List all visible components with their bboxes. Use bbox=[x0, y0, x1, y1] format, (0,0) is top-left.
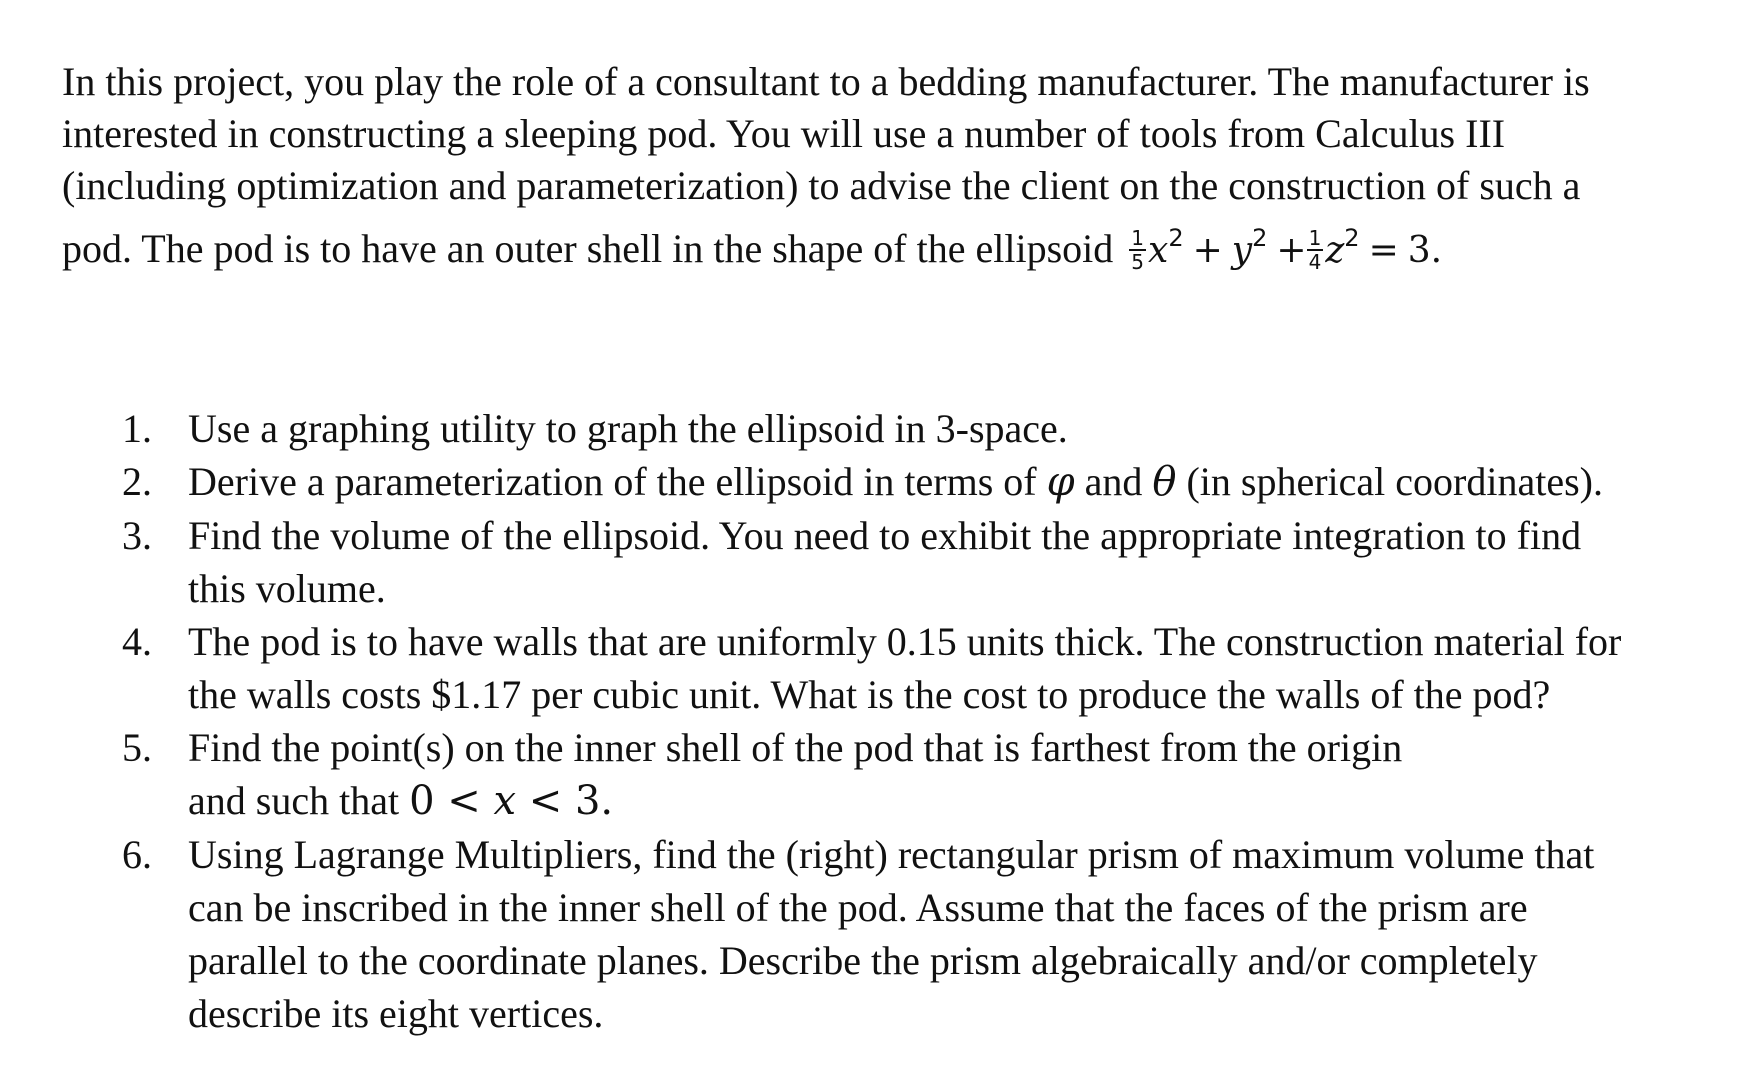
task-line: The pod is to have walls that are uniformly 0.15 units thick. The construction material for bbox=[188, 619, 1622, 664]
task-line bbox=[188, 455, 1742, 509]
exponent: 2 bbox=[1252, 224, 1268, 252]
task-text bbox=[188, 509, 1742, 615]
intro-line: interested in constructing a sleeping pod. You will use a number of tools from Calculus III bbox=[62, 111, 1506, 156]
task-text bbox=[188, 455, 1742, 509]
intro-line: In this project, you play the role of a consultant to a bedding manufacturer. The manufacturer is bbox=[62, 59, 1590, 104]
task-line: can be inscribed in the inner shell of the pod. Assume that the faces of the prism are bbox=[188, 885, 1528, 930]
task-number: 2. bbox=[122, 459, 152, 504]
plus-sign: + bbox=[1192, 230, 1223, 271]
list-item bbox=[122, 828, 1742, 1040]
fraction-numerator: 1 bbox=[1308, 225, 1322, 250]
task-line: the walls costs $1.17 per cubic unit. What is the cost to produce the walls of the pod? bbox=[188, 672, 1551, 717]
task-line-part: Derive a parameterization of the ellipsoid in terms of bbox=[188, 459, 1047, 504]
theta-symbol: θ bbox=[1152, 459, 1177, 505]
list-item bbox=[122, 509, 1742, 615]
task-list bbox=[122, 402, 1742, 1040]
intro-line: (including optimization and parameterization) to advise the client on the construction of such a bbox=[62, 163, 1581, 208]
phi-symbol: φ bbox=[1046, 459, 1075, 505]
task-line bbox=[188, 774, 1742, 828]
task-text bbox=[188, 615, 1742, 721]
fraction-numerator: 1 bbox=[1131, 225, 1145, 250]
variable-x: x bbox=[493, 778, 517, 824]
number-zero: 0 bbox=[409, 778, 435, 824]
task-line-part: (in spherical coordinates). bbox=[1176, 459, 1603, 504]
number-three: 3. bbox=[574, 778, 614, 824]
task-line: describe its eight vertices. bbox=[188, 991, 604, 1036]
task-number: 6. bbox=[122, 832, 152, 877]
task-line: parallel to the coordinate planes. Describe the prism algebraically and/or completely bbox=[188, 938, 1538, 983]
task-line-part: and bbox=[1074, 459, 1153, 504]
task-text bbox=[188, 402, 1742, 455]
fraction-denominator: 5 bbox=[1131, 249, 1145, 274]
exponent: 2 bbox=[1168, 224, 1184, 252]
task-line: Using Lagrange Multipliers, find the (right) rectangular prism of maximum volume that bbox=[188, 832, 1595, 877]
equals-sign: = bbox=[1368, 230, 1399, 271]
task-number: 3. bbox=[122, 513, 152, 558]
task-line: Find the volume of the ellipsoid. You need to exhibit the appropriate integration to find bbox=[188, 513, 1582, 558]
less-than-sign: < bbox=[516, 778, 575, 824]
less-than-sign: < bbox=[434, 778, 494, 824]
list-item bbox=[122, 455, 1742, 509]
task-line: Use a graphing utility to graph the ellipsoid in 3-space. bbox=[188, 406, 1068, 451]
ellipsoid-equation bbox=[1129, 224, 1443, 274]
intro-paragraph bbox=[62, 56, 1722, 277]
fraction-denominator: 4 bbox=[1308, 249, 1322, 274]
list-item bbox=[122, 721, 1742, 828]
task-text bbox=[188, 721, 1742, 828]
list-item bbox=[122, 402, 1742, 455]
intro-line-with-equation bbox=[62, 212, 1722, 277]
variable-z: z bbox=[1325, 230, 1345, 271]
list-item bbox=[122, 615, 1742, 721]
variable-x: x bbox=[1148, 230, 1169, 271]
task-line: this volume. bbox=[188, 566, 386, 611]
task-text bbox=[188, 828, 1742, 1040]
plus-sign: + bbox=[1276, 230, 1307, 271]
task-number: 5. bbox=[122, 725, 152, 770]
task-line: Find the point(s) on the inner shell of the pod that is farthest from the origin bbox=[188, 725, 1403, 770]
task-number: 4. bbox=[122, 619, 152, 664]
equation-rhs: 3. bbox=[1407, 230, 1443, 271]
task-number: 1. bbox=[122, 406, 152, 451]
variable-y: y bbox=[1231, 230, 1253, 271]
fraction-one-fifth bbox=[1129, 225, 1146, 274]
fraction-one-fourth bbox=[1307, 225, 1324, 274]
task-line-part: and such that bbox=[188, 778, 410, 823]
intro-line: pod. The pod is to have an outer shell in the shape of the ellipsoid bbox=[62, 226, 1114, 271]
exponent: 2 bbox=[1344, 224, 1360, 252]
